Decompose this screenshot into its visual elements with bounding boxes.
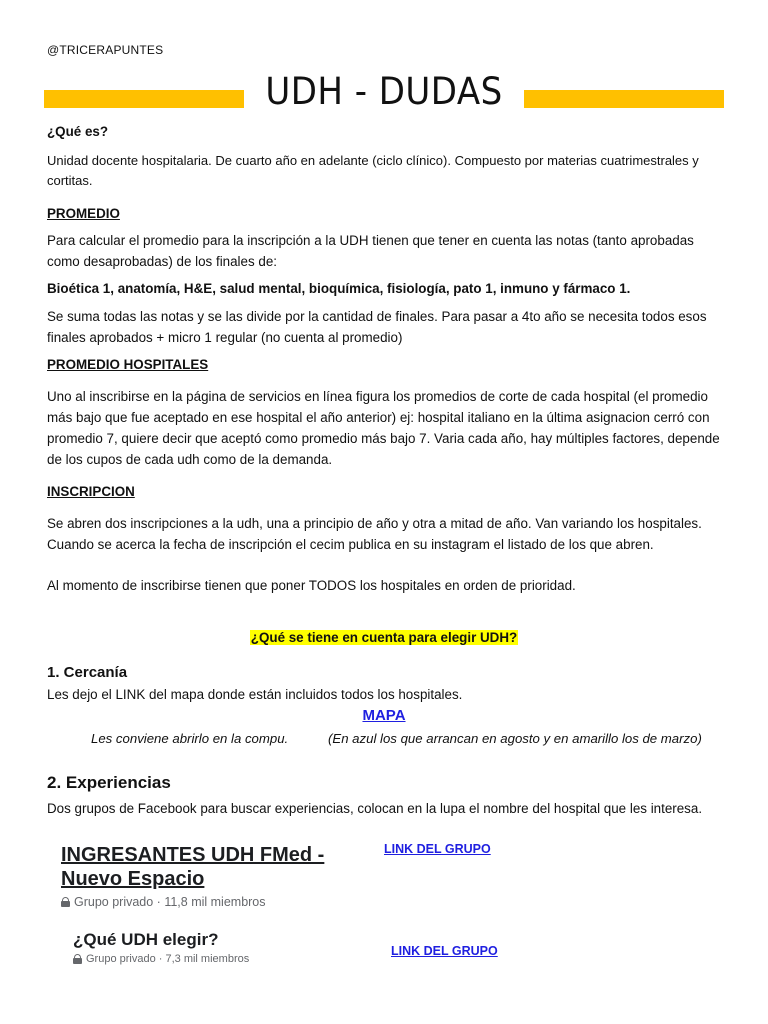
facebook-group-card-1 <box>61 843 371 909</box>
title-bar-left <box>44 90 244 108</box>
promedio-paragraph-1: Para calcular el promedio para la inscripción a la UDH tienen que tener en cuenta las notas (tanto aprobadas como desaprobadas) de los finales de: <box>47 233 694 269</box>
group-1-meta: Grupo privado · 11,8 mil miembros <box>74 895 266 909</box>
lock-icon <box>73 954 82 964</box>
map-note-right: (En azul los que arrancan en agosto y en amarillo los de marzo) <box>328 731 702 746</box>
section-heading-experiencias: 2. Experiencias <box>47 773 171 792</box>
facebook-group-card-2 <box>73 929 373 965</box>
group-1-title-line-2: Nuevo Espacio <box>61 868 205 890</box>
map-link-row <box>0 707 768 725</box>
section-heading-inscripcion: INSCRIPCION <box>47 484 135 499</box>
map-note-left: Les conviene abrirlo en la compu. <box>91 731 289 746</box>
group-1-meta-row <box>61 895 371 909</box>
inscripcion-paragraph-2: Al momento de inscribirse tienen que poner TODOS los hospitales en orden de prioridad. <box>47 578 576 593</box>
que-es-body: Unidad docente hospitalaria. De cuarto año en adelante (ciclo clínico). Compuesto por materias cuatrimestrales y cortitas. <box>47 153 699 188</box>
section-heading-promedio: PROMEDIO <box>47 206 120 221</box>
elegir-question: ¿Qué se tiene en cuenta para elegir UDH? <box>250 630 518 645</box>
group-2-title: ¿Qué UDH elegir? <box>73 930 219 949</box>
promedio-paragraph-2: Se suma todas las notas y se las divide por la cantidad de finales. Para pasar a 4to año se necesita todos esos finales aprobados + micro 1 regular (no cuenta al promedio) <box>47 309 707 345</box>
group-2-meta: Grupo privado · 7,3 mil miembros <box>86 953 250 965</box>
inscripcion-paragraph-1: Se abren dos inscripciones a la udh, una a principio de año y otra a mitad de año. Van variando los hospitales. Cuando se acerca la fecha de inscripción el cecim publica en su instagram el listado de los que abren. <box>47 516 702 552</box>
title-bar-right <box>524 90 724 108</box>
promedio-subjects: Bioética 1, anatomía, H&E, salud mental, bioquímica, fisiología, pato 1, inmuno y fármaco 1. <box>47 281 631 296</box>
promedio-hospitales-body: Uno al inscribirse en la página de servicios en línea figura los promedios de corte de cada hospital (el promedio más bajo que fue aceptado en ese hospital el año anterior) ej: hospital italiano en la última asignacion cerró con promedio 7, quiere decir que aceptó como promedio más bajo 7. Varia cada año, hay múltiples factores, depende de los cupos de cada udh como de la demanda. <box>47 389 720 467</box>
lock-icon <box>61 897 70 907</box>
page-title: UDH - DUDAS <box>265 70 503 113</box>
group-2-link[interactable]: LINK DEL GRUPO <box>391 944 498 958</box>
section-heading-que-es: ¿Qué es? <box>47 124 109 139</box>
elegir-question-row <box>0 629 768 647</box>
group-2-meta-row <box>73 953 373 965</box>
group-1-link[interactable]: LINK DEL GRUPO <box>384 842 491 856</box>
author-handle: @TRICERAPUNTES <box>47 43 164 57</box>
section-heading-cercania: 1. Cercanía <box>47 664 128 681</box>
experiencias-body: Dos grupos de Facebook para buscar experiencias, colocan en la lupa el nombre del hospital que les interesa. <box>47 801 703 816</box>
section-heading-promedio-hospitales: PROMEDIO HOSPITALES <box>47 357 209 372</box>
cercania-body: Les dejo el LINK del mapa donde están incluidos todos los hospitales. <box>47 687 463 702</box>
map-link[interactable]: MAPA <box>362 707 406 724</box>
group-1-title-line-1: INGRESANTES UDH FMed - <box>61 844 325 866</box>
